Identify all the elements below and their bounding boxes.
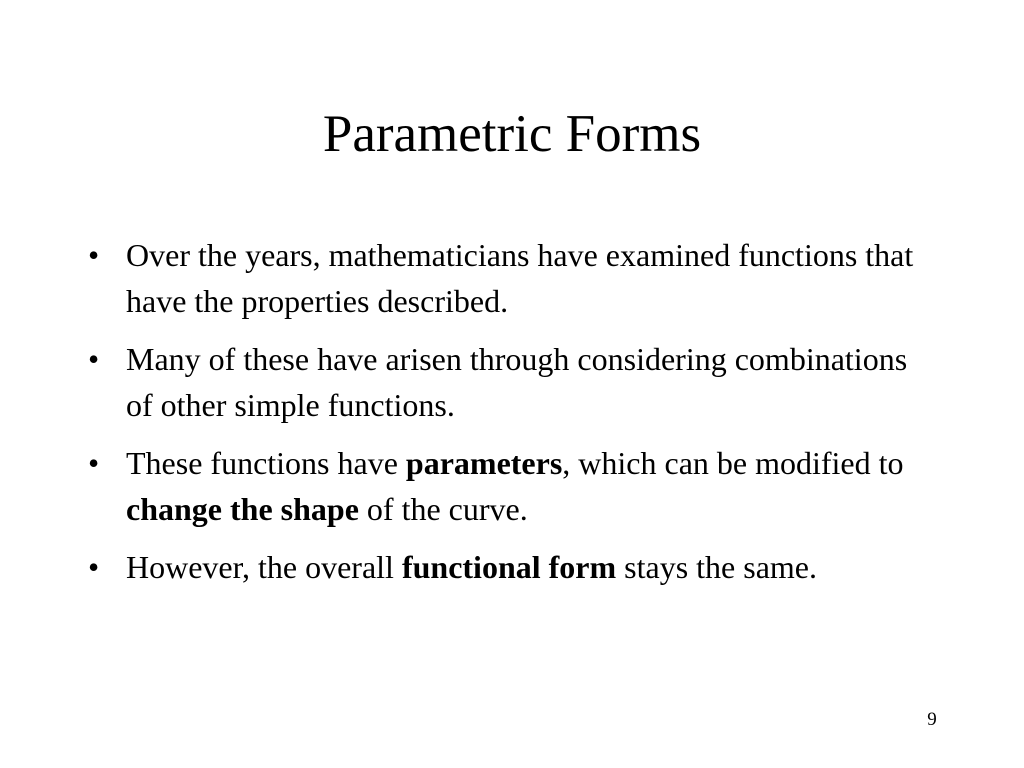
bullet-text-run: Over the years, mathematicians have examined functions that have the properties described.: [126, 237, 914, 319]
bullet-icon: •: [88, 549, 100, 585]
bullet-text-run: These functions have: [126, 445, 406, 481]
bullet-text-run: However, the overall: [126, 549, 402, 585]
bullet-text: [126, 237, 913, 319]
bullet-text-bold: change the shape: [126, 491, 359, 527]
bullet-text: [126, 445, 904, 527]
bullet-item: [82, 336, 922, 428]
bullet-text-run: stays the same.: [616, 549, 817, 585]
bullet-text-run: Many of these have arisen through considering combinations of other simple functions.: [126, 341, 908, 423]
slide-title: Parametric Forms: [322, 105, 702, 163]
bullet-list: [82, 232, 922, 602]
bullet-text-run: , which can be modified to: [562, 445, 904, 481]
bullet-text-run: of the curve.: [358, 491, 528, 527]
bullet-item: [82, 544, 922, 590]
bullet-text: [126, 549, 817, 585]
bullet-item: [82, 440, 922, 532]
bullet-icon: •: [88, 237, 100, 273]
bullet-item: [82, 232, 922, 324]
bullet-text-bold: parameters: [405, 445, 563, 481]
bullet-text-bold: functional form: [401, 549, 617, 585]
bullet-icon: •: [88, 341, 100, 377]
page-number: 9: [927, 709, 937, 730]
bullet-text: [126, 341, 907, 423]
bullet-icon: •: [88, 445, 100, 481]
